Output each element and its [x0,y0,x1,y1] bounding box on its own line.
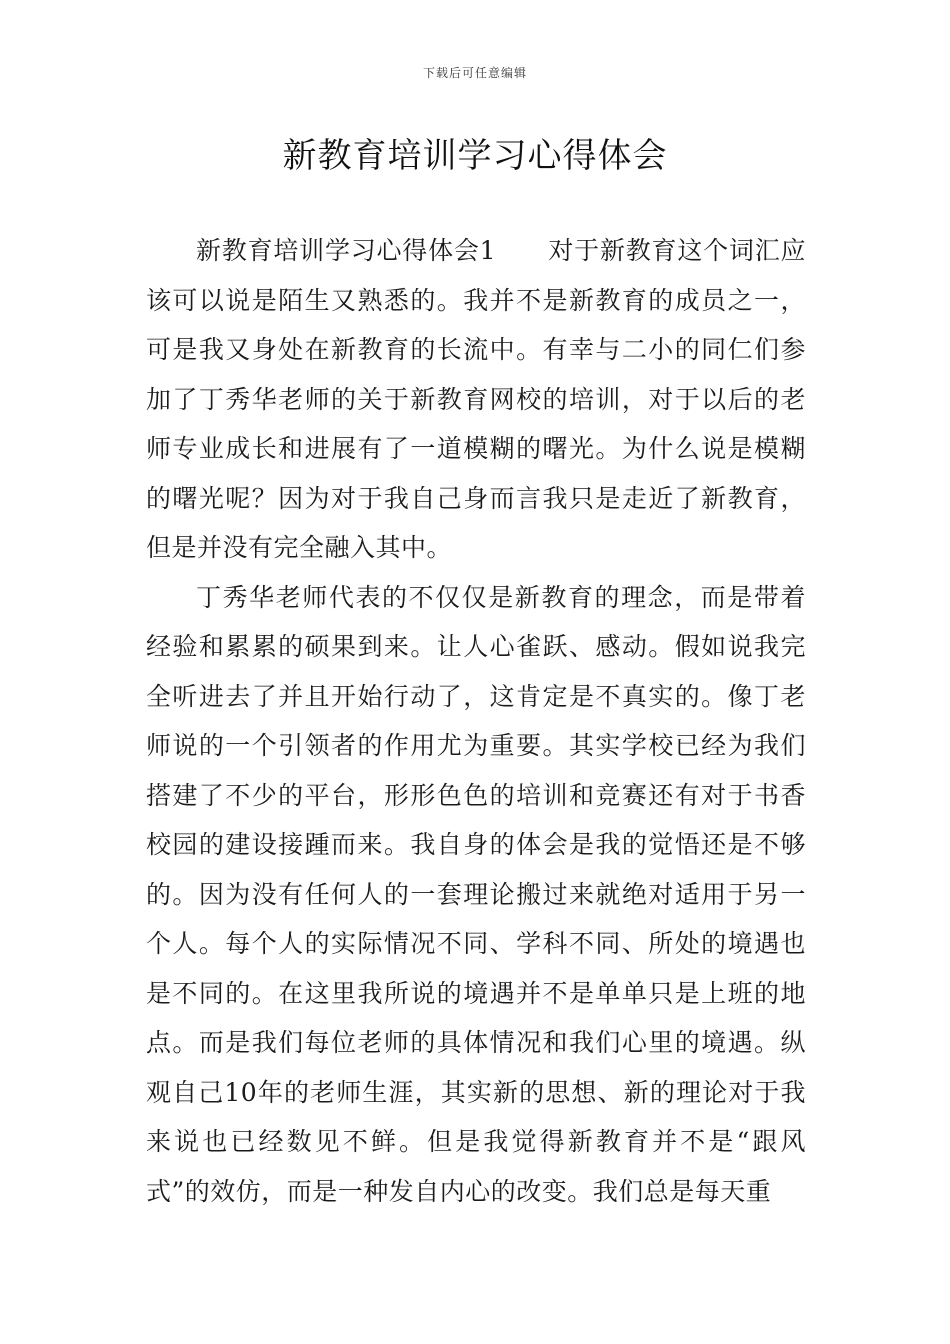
paragraph-1-heading: 新教育培训学习心得体会1 [196,236,497,265]
paragraph-1 [146,226,806,573]
page-header-note: 下载后可任意编辑 [422,66,527,80]
paragraph-2: 丁秀华老师代表的不仅仅是新教育的理念，而是带着经验和累累的硕果到来。让人心雀跃、感动。假如说我完全听进去了并且开始行动了，这肯定是不真实的。像丁老师说的一个引领者的作用尤为重要。其实学校已经为我们搭建了不少的平台，形形色色的培训和竞赛还有对于书香校园的建设接踵而来。我自身的体会是我的觉悟还是不够的。因为没有任何人的一套理论搬过来就绝对适用于另一个人。每个人的实际情况不同、学科不同、所处的境遇也是不同的。在这里我所说的境遇并不是单单只是上班的地点。而是我们每位老师的具体情况和我们心里的境遇。纵观自己10年的老师生涯，其实新的思想、新的理论对于我来说也已经数见不鲜。但是我觉得新教育并不是“跟风式”的效仿，而是一种发自内心的改变。我们总是每天重 [146,582,806,1206]
document-body [146,226,806,1216]
document-title: 新教育培训学习心得体会 [282,136,668,176]
paragraph-1-body: 对于新教育这个词汇应该可以说是陌生又熟悉的。我并不是新教育的成员之一，可是我又身处在新教育的长流中。有幸与二小的同仁们参加了丁秀华老师的关于新教育网校的培训，对于以后的老师专业成长和进展有了一道模糊的曙光。为什么说是模糊的曙光呢？因为对于我自己身而言我只是走近了新教育，但是并没有完全融入其中。 [146,236,806,562]
